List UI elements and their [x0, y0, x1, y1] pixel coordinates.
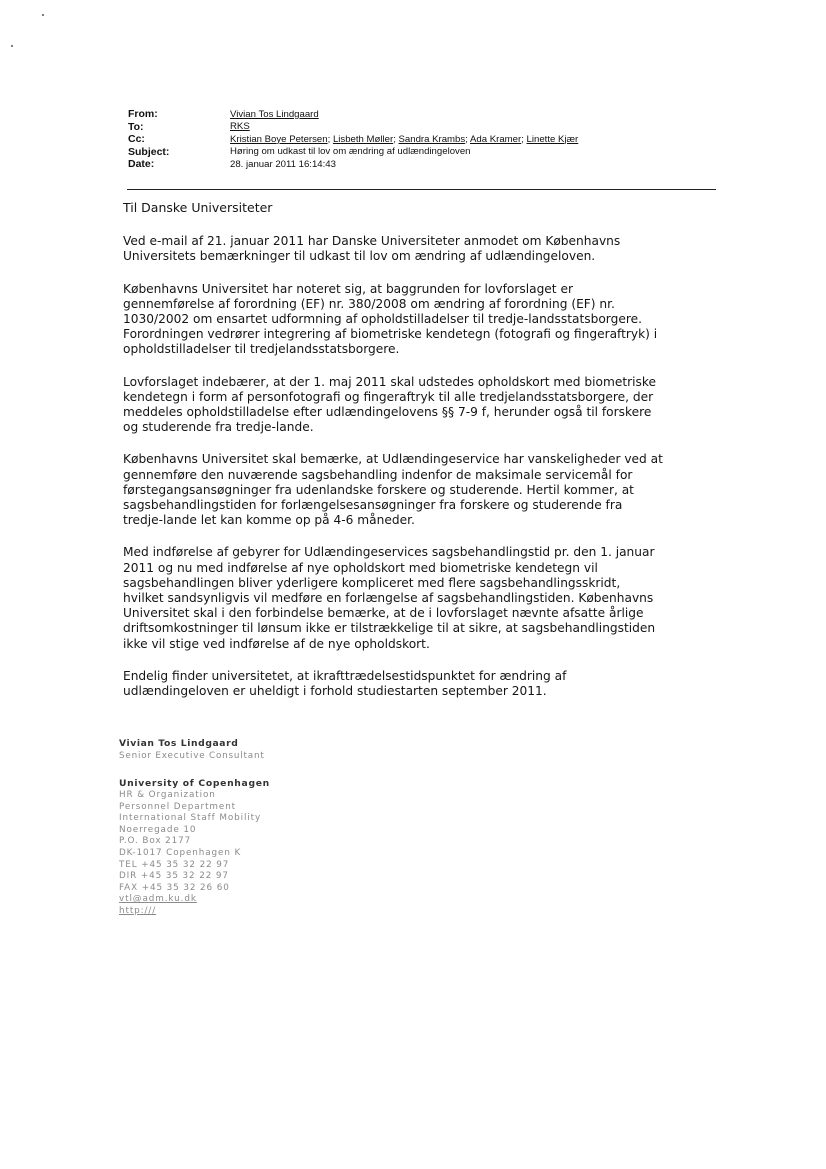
signature-title: Senior Executive Consultant: [119, 751, 265, 761]
signature-line: DK-1017 Copenhagen K: [119, 847, 242, 858]
date-value: 28. januar 2011 16:14:43: [230, 158, 336, 170]
signature-line: FAX +45 35 32 26 60: [119, 882, 230, 893]
to-link[interactable]: RKS: [230, 121, 250, 133]
signature-organization: University of Copenhagen: [119, 778, 270, 789]
body-paragraph: Ved e-mail af 21. januar 2011 har Danske Universiteter anmodet om Københavns Universitets bemærkninger til udkast til lov om ændring af udlændingeloven.: [123, 234, 621, 264]
signature-line: Noerregade 10: [119, 824, 197, 835]
greeting: Til Danske Universiteter: [123, 200, 273, 215]
body-paragraph: Københavns Universitet har noteret sig, at baggrunden for lovforslaget er gennemførelse af forordning (EF) nr. 380/2008 om ændring af forordning (EF) nr. 1030/2002 om ensartet udformning af opholdstilladelser til tredje-landsstatsborgere. Forordningen vedrører integrering af biometriske kendetegn (fotografi og fingeraftryk) i opholdstilladelser til tredjelandsstatsborgere.: [123, 281, 658, 357]
header-divider: [127, 189, 716, 190]
signature-line: P.O. Box 2177: [119, 836, 192, 847]
body-paragraph: Københavns Universitet skal bemærke, at Udlændingeservice har vanskeligheder ved at gennemføre den nuværende sagsbehandling indenfor de maksimale servicemål for førstegangsansøgninger fra udenlandske forskere og studerende. Hertil kommer, at sagsbehandlingstiden for forlængelsesansøgninger fra forskere og studerende fra tredje-lande let kan komme op på 4-6 måneder.: [123, 452, 663, 528]
cc-recipient-link[interactable]: Kristian Boye Petersen: [230, 133, 328, 145]
signature-line: HR & Organization: [119, 790, 216, 800]
signature-block: [119, 737, 419, 918]
subject-label: Subject:: [128, 145, 170, 158]
body-paragraph: Lovforslaget indebærer, at der 1. maj 2011 skal udstedes opholdskort med biometriske kendetegn i form af personfotografi og fingeraftryk til alle tredjelandsstatsborgere, der meddeles opholdstilladelse efter udlændingelovens §§ 7-9 f, herunder også til forskere og studerende fra tredje-lande.: [123, 374, 657, 435]
cc-recipient-link[interactable]: Sandra Krambs: [398, 133, 466, 145]
cc-label: Cc:: [128, 133, 145, 146]
to-label: To:: [128, 120, 144, 133]
signature-line: TEL +45 35 32 22 97: [119, 859, 230, 870]
cc-recipient-link[interactable]: Ada Kramer: [470, 133, 522, 145]
subject-value: Høring om udkast til lov om ændring af udlændingeloven: [230, 146, 471, 158]
from-label: From:: [128, 108, 158, 121]
subject-row: [128, 146, 718, 159]
body-paragraph: Med indførelse af gebyrer for Udlændingeservices sagsbehandlingstid pr. den 1. januar 2011 og nu med indførelse af nye opholdskort med biometriske kendetegn vil sagsbehandlingen bliver yderligere kompliceret med flere sagsbehandlingsskridt, hvilket sandsynligvis vil medføre en forlængelse af sagsbehandlingstiden. Københavns Universitet skal i den forbindelse bemærke, at de i lovforslaget nævnte afsatte årlige driftsomkostninger til lønsum ikke er tilstrækkelige til at sikre, at sagsbehandlingstiden ikke vil stige ved indførelse af de nye opholdskort.: [123, 545, 656, 651]
cc-row: [128, 133, 718, 146]
cc-recipient-link[interactable]: Linette Kjær: [526, 133, 579, 145]
scan-speck: [42, 14, 44, 16]
from-row: [128, 108, 718, 121]
signature-email-link[interactable]: vtl@adm.ku.dk: [119, 894, 197, 905]
to-row: [128, 121, 718, 134]
scan-speck: [11, 45, 13, 47]
email-body: [123, 200, 723, 716]
signature-website-link[interactable]: http:///: [119, 905, 157, 916]
signature-line: International Staff Mobility: [119, 813, 262, 824]
cc-recipient-link[interactable]: Lisbeth Møller: [332, 133, 394, 145]
date-row: [128, 158, 718, 171]
date-label: Date:: [128, 158, 155, 171]
body-paragraph: Endelig finder universitetet, at ikrafttrædelsestidspunktet for ændring af udlændingeloven er uheldigt i forhold studiestarten september 2011.: [123, 668, 567, 699]
email-header: [128, 108, 718, 171]
from-link[interactable]: Vivian Tos Lindgaard: [230, 108, 319, 120]
signature-name: Vivian Tos Lindgaard: [119, 738, 239, 749]
signature-line: DIR +45 35 32 22 97: [119, 871, 229, 882]
cc-recipients: Kristian Boye Petersen; Lisbeth Møller; Sandra Krambs; Ada Kramer; Linette Kjær: [230, 133, 579, 145]
signature-line: Personnel Department: [119, 801, 237, 812]
